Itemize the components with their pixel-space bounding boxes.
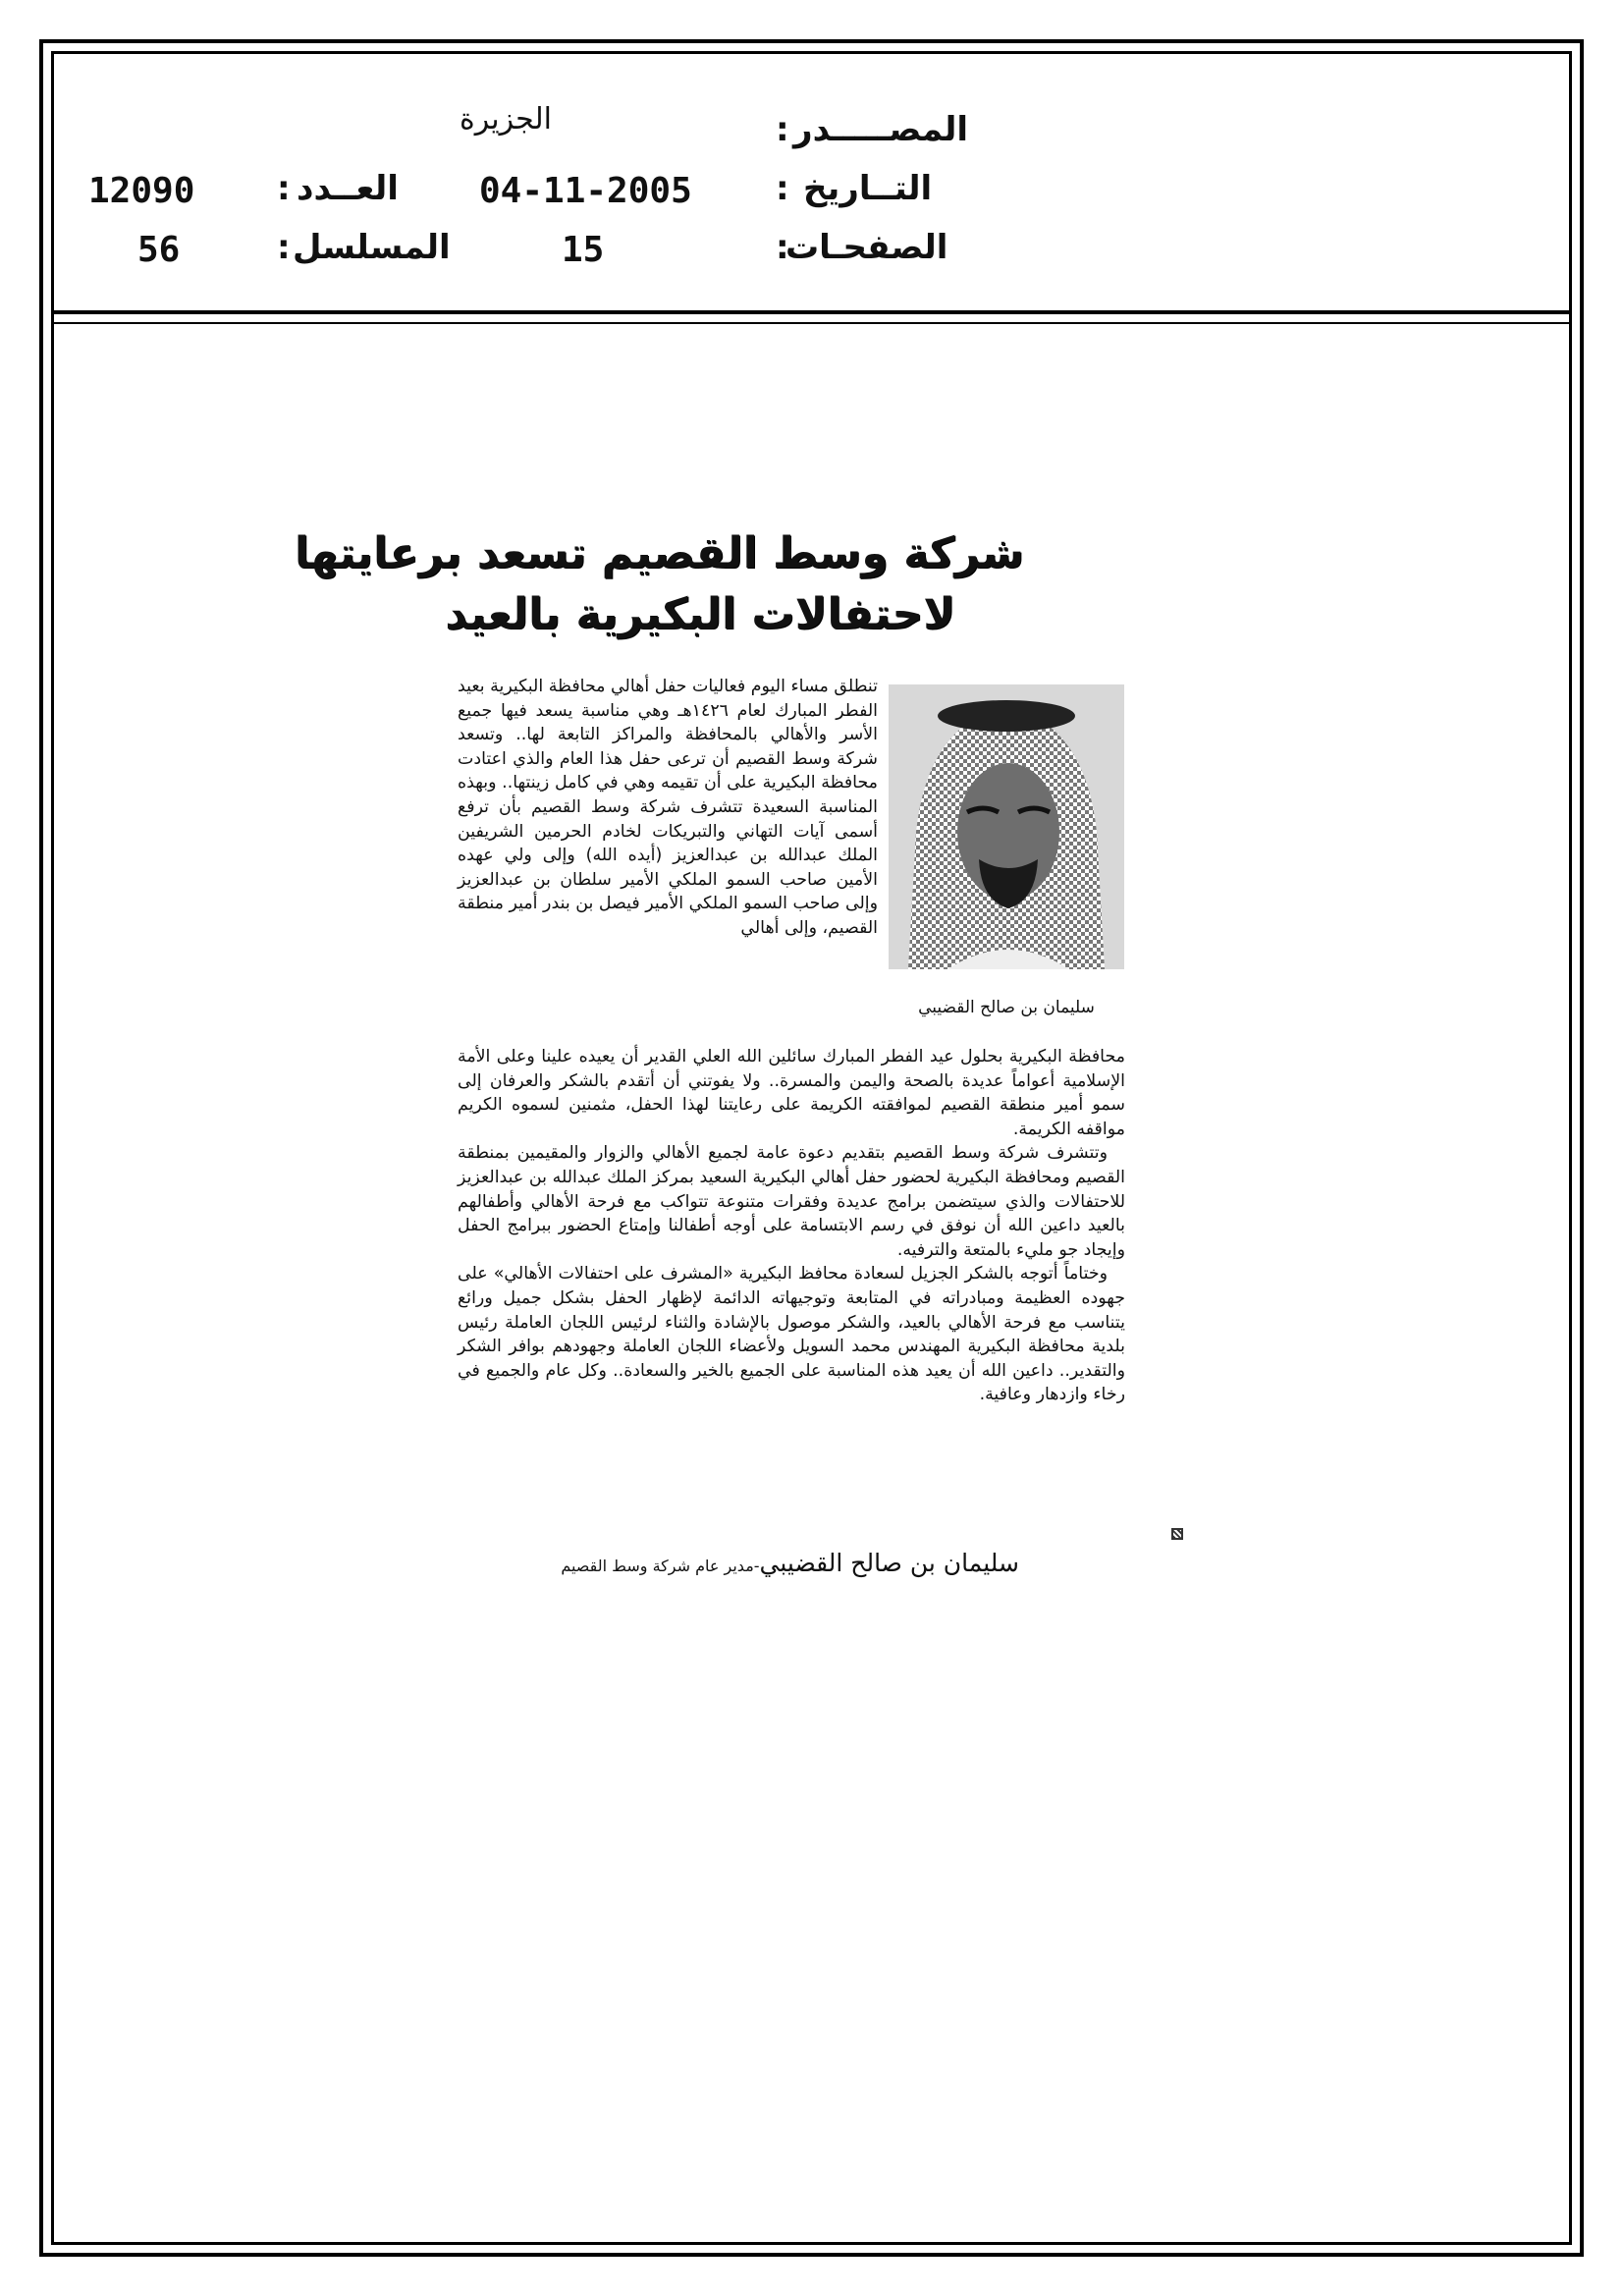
date-colon: : bbox=[776, 169, 789, 208]
header-divider-top bbox=[51, 310, 1572, 314]
article-paragraph: محافظة البكيرية بحلول عيد الفطر المبارك سائلين الله العلي القدير أن يعيده علينا وعلى الأمة الإسلامية أعواماً عديدة بالصحة واليمن والمسرة.. ولا يفوتني أن أتقدم بالشكر والعرفان إلى سمو أمير منطقة القصيم لموافقته الكريمة على رعايتنا لهذا الحفل، مثمنين لسموه الكريم مواقفه الكريمة. bbox=[458, 1047, 1125, 1139]
date-value: 04-11-2005 bbox=[479, 171, 692, 211]
article-body-full bbox=[458, 1045, 1125, 1407]
serial-label: المسلسل bbox=[293, 228, 451, 267]
source-label: المصـــــدر bbox=[793, 110, 969, 149]
signature-name: سليمان بن صالح القضيبي bbox=[759, 1549, 1019, 1577]
serial-colon: : bbox=[277, 228, 291, 267]
pages-label: الصفحـات bbox=[785, 228, 948, 267]
article-paragraph: وختاماً أتوجه بالشكر الجزيل لسعادة محافظ البكيرية «المشرف على احتفالات الأهالي» على جهوده العظيمة ومبادراته في المتابعة وتوجيهاته الدائمة لإظهار الحفل بشكل جميل ورائع يتناسب مع فرحة الأهالي بالعيد، والشكر موصول بالإشادة والثناء لرئيس اللجان العاملة رئيس بلدية محافظة البكيرية المهندس محمد السويل ولأعضاء اللجان العاملة وجهودهم بوافر الشكر والتقدير.. داعين الله أن يعيد هذه المناسبة على الجميع بالخير والسعادة.. وكل عام والجميع في رخاء وازدهار وعافية. bbox=[458, 1264, 1125, 1405]
clipping-marker bbox=[1171, 1528, 1183, 1540]
article-paragraph-top: تنطلق مساء اليوم فعاليات حفل أهالي محافظة البكيرية بعيد الفطر المبارك لعام ١٤٢٦هـ وهي مناسبة يسعد فيها جميع الأسر والأهالي بالمحافظة والمراكز التابعة لها.. وتسعد شركة وسط القصيم أن ترعى حفل هذا العام والذي اعتادت محافظة البكيرية على أن تقيمه وهي في كامل زينتها.. وبهذه المناسبة السعيدة تتشرف شركة وسط القصيم بأن ترفع أسمى آيات التهاني والتبريكات لخادم الحرمين الشريفين الملك عبدالله بن عبدالعزيز (أيده الله) وإلى ولي عهده الأمين صاحب السمو الملكي الأمير سلطان بن عبدالعزيز وإلى صاحب السمو الملكي الأمير فيصل بن بندر أمير منطقة القصيم، وإلى أهالي bbox=[458, 677, 878, 938]
portrait-photo bbox=[889, 684, 1124, 969]
signature-title: -مدير عام شركة وسط القصيم bbox=[561, 1557, 760, 1575]
headline-line-1: شركة وسط القصيم تسعد برعايتها bbox=[294, 528, 1024, 578]
signature-line bbox=[561, 1549, 1019, 1577]
pages-colon: : bbox=[776, 228, 789, 267]
pages-value: 15 bbox=[562, 230, 605, 270]
serial-value: 56 bbox=[137, 230, 181, 270]
header-divider-bottom bbox=[51, 322, 1572, 324]
source-value: الجزيرة bbox=[460, 102, 553, 137]
source-colon: : bbox=[776, 110, 789, 149]
issue-colon: : bbox=[277, 169, 291, 208]
date-label: التــاريخ bbox=[803, 169, 933, 208]
article-paragraph: وتتشرف شركة وسط القصيم بتقديم دعوة عامة لجميع الأهالي والزوار والمقيمين بمنطقة القصيم ومحافظة البكيرية لحضور حفل أهالي البكيرية السعيد بمركز الملك عبدالله بن عبدالعزيز للاحتفالات والذي سيتضمن برامج عديدة وفقرات متنوعة تتواكب مع فرحة الأهالي وأطفالهم بالعيد داعين الله أن نوفق في رسم الابتسامة على أوجه أطفالنا وإمتاع الحضور ببرامج الحفل وإيجاد جو مليء بالمتعة والترفيه. bbox=[458, 1143, 1125, 1260]
headline-line-2: لاحتفالات البكيرية بالعيد bbox=[445, 589, 955, 639]
issue-label: العــدد bbox=[297, 169, 399, 208]
photo-caption: سليمان بن صالح القضيبي bbox=[918, 998, 1095, 1017]
issue-value: 12090 bbox=[88, 171, 195, 211]
